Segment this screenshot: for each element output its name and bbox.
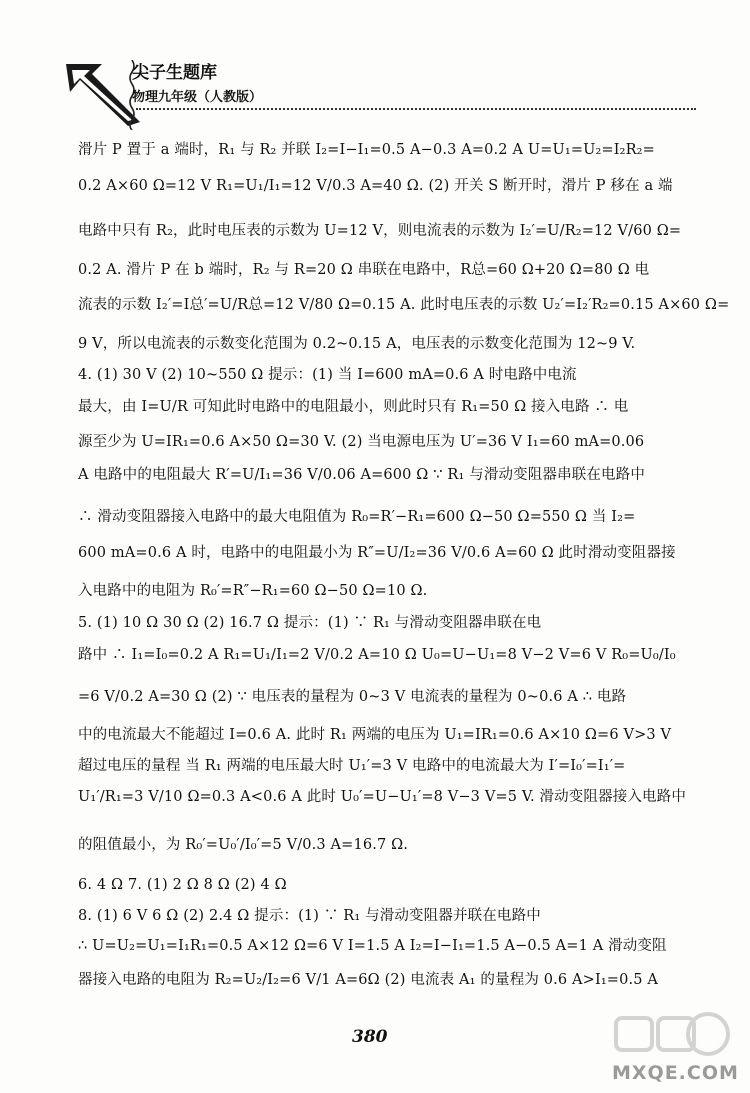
text-line: 8. (1) 6 V 6 Ω (2) 2.4 Ω 提示：(1) ∵ R₁ 与滑动变阻器并联在电路中 — [78, 908, 541, 924]
book-subtitle: 物理九年级（人教版） — [132, 90, 263, 105]
text-line: =6 V/0.2 A=30 Ω (2) ∵ 电压表的量程为 0~3 V 电流表的量程为 0~0.6 A ∴ 电路 — [78, 689, 627, 705]
text-line: 600 mA=0.6 A 时，电路中的电阻最小为 R″=U/I₂=36 V/0.6 A=60 Ω 此时滑动变阻器接 — [78, 545, 676, 561]
page-number: 380 — [352, 1027, 388, 1047]
text-line: U₁′/R₁=3 V/10 Ω=0.3 A<0.6 A 此时 U₀′=U−U₁′=8 V−3 V=5 V. 滑动变阻器接入电路中 — [78, 789, 686, 805]
text-line: 路中 ∴ I₁=I₀=0.2 A R₁=U₁/I₁=2 V/0.2 A=10 Ω U₀=U−U₁=8 V−2 V=6 V R₀=U₀/I₀ — [78, 647, 676, 663]
text-line: 4. (1) 30 V (2) 10~550 Ω 提示：(1) 当 I=600 mA=0.6 A 时电路中电流 — [78, 367, 577, 383]
text-line: 9 V，所以电流表的示数变化范围为 0.2~0.15 A，电压表的示数变化范围为 12~9 V. — [78, 336, 636, 352]
header-dotted-rule — [136, 108, 696, 110]
text-line: 5. (1) 10 Ω 30 Ω (2) 16.7 Ω 提示：(1) ∵ R₁ 与滑动变阻器串联在电 — [78, 615, 542, 631]
text-line: A 电路中的电阻最大 R′=U/I₁=36 V/0.06 A=600 Ω ∵ R₁ 与滑动变阻器串联在电路中 — [78, 467, 645, 483]
text-line: 6. 4 Ω 7. (1) 2 Ω 8 Ω (2) 4 Ω — [78, 877, 287, 893]
text-line: 器接入电路的电阻为 R₂=U₂/I₂=6 V/1 A=6Ω (2) 电流表 A₁ 的量程为 0.6 A>I₁=0.5 A — [78, 972, 658, 988]
watermark-text: MXQE.COM — [612, 1062, 739, 1084]
text-line: 源至少为 U=IR₁=0.6 A×50 Ω=30 V. (2) 当电源电压为 U′=36 V I₁=60 mA=0.06 — [78, 434, 645, 450]
page-header — [0, 0, 750, 135]
series-title: 尖子生题库 — [132, 63, 217, 83]
text-line: 的阻值最小，为 R₀′=U₀′/I₀′=5 V/0.3 A=16.7 Ω. — [78, 837, 409, 853]
text-line: 0.2 A×60 Ω=12 V R₁=U₁/I₁=12 V/0.3 A=40 Ω. (2) 开关 S 断开时，滑片 P 移在 a 端 — [78, 178, 673, 194]
text-line: 最大，由 I=U/R 可知此时电路中的电阻最小，则此时只有 R₁=50 Ω 接入电路 ∴ 电 — [78, 399, 629, 415]
text-line: 电路中只有 R₂，此时电压表的示数为 U=12 V，则电流表的示数为 I₂′=U/R₂=12 V/60 Ω= — [78, 223, 682, 239]
text-line: 0.2 A. 滑片 P 在 b 端时，R₂ 与 R=20 Ω 串联在电路中，R总=60 Ω+20 Ω=80 Ω 电 — [78, 262, 650, 278]
text-line: 流表的示数 I₂′=I总′=U/R总=12 V/80 Ω=0.15 A. 此时电压表的示数 U₂′=I₂′R₂=0.15 A×60 Ω= — [78, 297, 730, 313]
text-line: 中的电流最大不能超过 I=0.6 A. 此时 R₁ 两端的电压为 U₁=IR₁=0.6 A×10 Ω=6 V>3 V — [78, 727, 672, 743]
text-line: ∴ U=U₂=U₁=I₁R₁=0.5 A×12 Ω=6 V I=1.5 A I₂=I−I₁=1.5 A−0.5 A=1 A 滑动变阻 — [78, 938, 667, 954]
text-line: 超过电压的量程 当 R₁ 两端的电压最大时 U₁′=3 V 电路中的电流最大为 I′=I₀′=I₁′= — [78, 758, 626, 774]
text-line: 入电路中的电阻为 R₀′=R″−R₁=60 Ω−50 Ω=10 Ω. — [78, 583, 428, 599]
text-line: 滑片 P 置于 a 端时，R₁ 与 R₂ 并联 I₂=I−I₁=0.5 A−0.3 A=0.2 A U=U₁=U₂=I₂R₂= — [78, 142, 655, 158]
text-line: ∴ 滑动变阻器接入电路中的最大电阻值为 R₀=R′−R₁=600 Ω−50 Ω=550 Ω 当 I₂= — [78, 509, 636, 525]
